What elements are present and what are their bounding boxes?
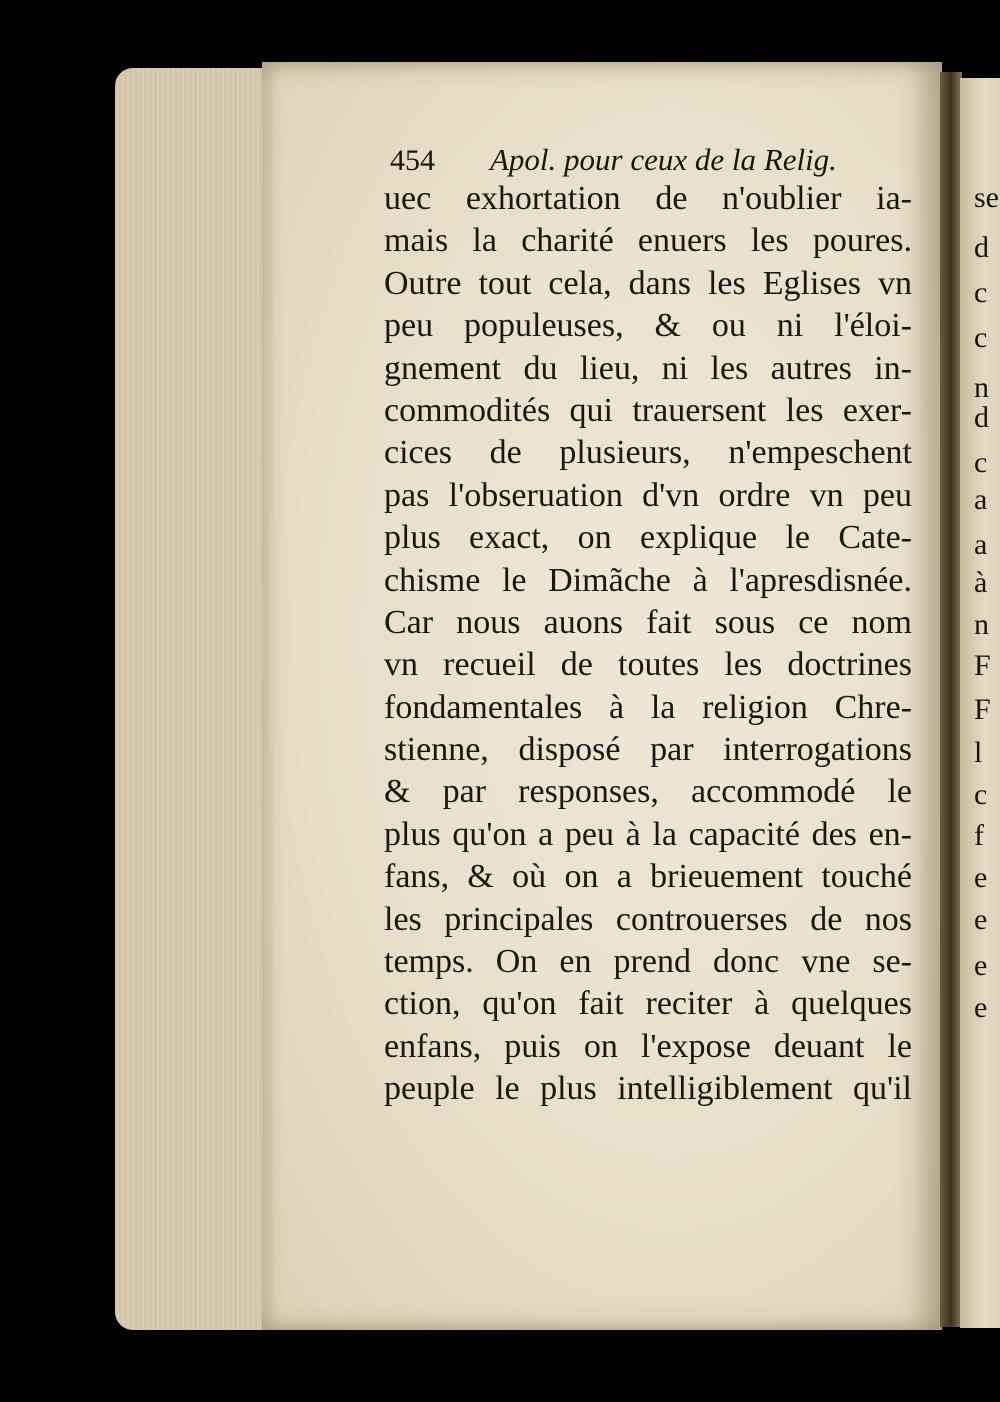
facing-page-fragment: se: [974, 181, 999, 214]
text-line: chisme le Dimãche à l'apresdisnée.: [384, 561, 912, 599]
text-line: Car nous auons fait sous ce nom: [384, 603, 912, 641]
text-line: peu populeuses, & ou ni l'éloi-: [384, 307, 912, 345]
text-line: uec exhortation de n'oublier ia-: [384, 180, 912, 217]
text-line: peuple le plus intelligiblement qu'il: [384, 1070, 912, 1108]
text-line: stienne, disposé par interrogations: [384, 731, 912, 769]
text-line: les principales controuerses de nos: [384, 900, 912, 938]
text-line: temps. On en prend donc vne se-: [384, 943, 912, 981]
facing-page-fragment: c: [974, 276, 988, 309]
facing-page-fragment: f: [974, 819, 984, 852]
facing-page: [960, 78, 1000, 1328]
facing-page-fragment: F: [974, 649, 991, 682]
facing-page-fragment: c: [974, 778, 988, 811]
facing-page-fragment: l: [974, 736, 983, 769]
text-line: fondamentales à la religion Chre-: [384, 688, 912, 726]
text-line: fans, & où on a brieuement touché: [384, 858, 912, 896]
text-line: commodités qui trauersent les exer-: [384, 391, 912, 429]
book-gutter: [940, 72, 962, 1327]
facing-page-fragment: a: [974, 483, 988, 516]
body-text: [384, 178, 912, 1111]
facing-page-fragment: à: [974, 566, 988, 599]
text-line: mais la charité enuers les poures.: [384, 222, 912, 260]
text-line: ction, qu'on fait reciter à quelques: [384, 985, 912, 1023]
facing-page-fragment: a: [974, 528, 988, 561]
facing-page-fragment: n: [974, 608, 989, 641]
text-line: vn recueil de toutes les doctrines: [384, 646, 912, 684]
text-line: gnement du lieu, ni les autres in-: [384, 349, 912, 387]
page-number: 454: [390, 144, 435, 177]
facing-page-fragment: e: [974, 991, 988, 1024]
text-line: enfans, puis on l'expose deuant le: [384, 1027, 912, 1065]
text-line: plus exact, on explique le Cate-: [384, 519, 912, 557]
page-edges: [115, 68, 275, 1330]
text-line: & par responses, accommodé le: [384, 773, 912, 811]
facing-page-fragment: n: [974, 371, 989, 404]
facing-page-fragment: e: [974, 949, 988, 982]
facing-page-fragment: d: [974, 231, 989, 264]
text-line: Outre tout cela, dans les Eglises vn: [384, 264, 912, 302]
facing-page-fragment: F: [974, 693, 991, 726]
facing-page-fragment: e: [974, 861, 988, 894]
facing-page-fragment: e: [974, 903, 988, 936]
facing-page-fragment: c: [974, 321, 988, 354]
text-line: plus qu'on a peu à la capacité des en-: [384, 815, 912, 853]
text-line: pas l'obseruation d'vn ordre vn peu: [384, 476, 912, 514]
running-head: Apol. pour ceux de la Relig.: [490, 142, 837, 177]
facing-page-fragment: c: [974, 446, 988, 479]
facing-page-fragment: d: [974, 401, 989, 434]
text-line: cices de plusieurs, n'empeschent: [384, 434, 912, 472]
